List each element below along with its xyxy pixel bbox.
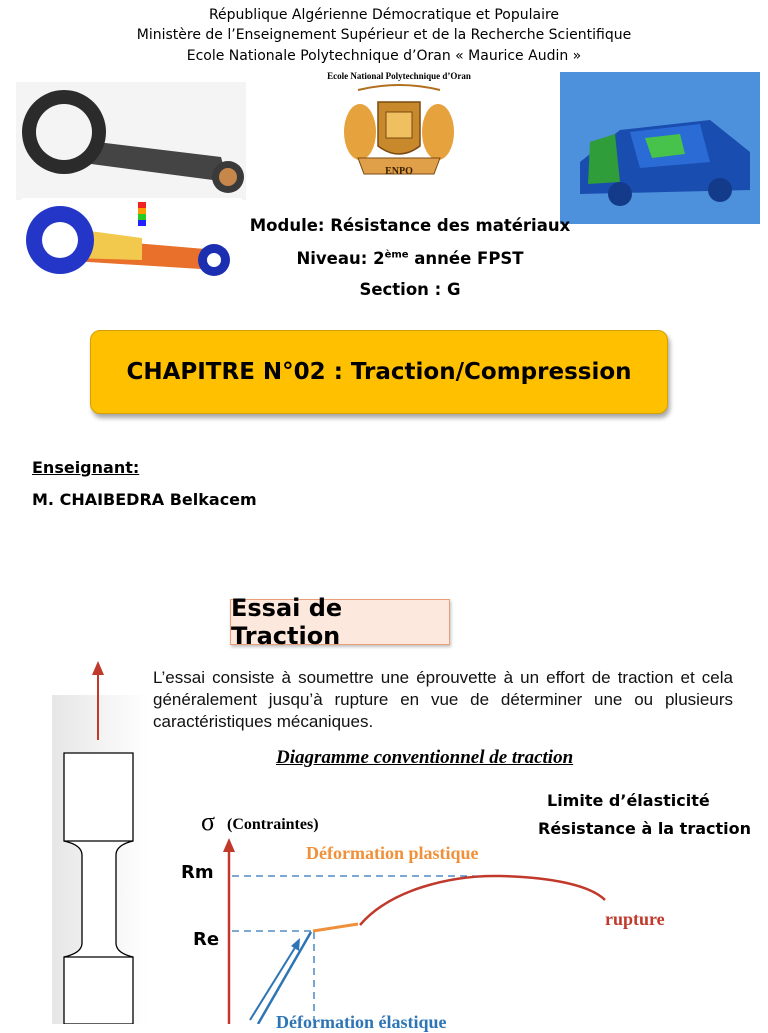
elastic-label: Déformation élastique [276, 1012, 447, 1032]
car-simulation-image [560, 72, 760, 224]
rupture-label: rupture [605, 909, 665, 929]
stress-strain-curve [360, 876, 605, 925]
plastic-segment [313, 924, 358, 931]
header-line-ministry: Ministère de l’Enseignement Supérieur et de la Recherche Scientifique [136, 27, 632, 43]
stress-axis-arrowhead [223, 838, 235, 852]
section-line: Section : G [359, 280, 461, 299]
elastic-arrowhead [291, 938, 300, 951]
force-arrowhead [92, 661, 104, 675]
logo-top-text: Ecole National Polytechnique d’Oran [327, 71, 471, 81]
legend-elastic-limit: Limite d’élasticité [547, 791, 710, 810]
essai-title-box [230, 594, 450, 650]
rm-label: Rm [181, 862, 214, 883]
diagram-title: Diagramme conventionnel de traction [276, 747, 574, 768]
module-line: Module: Résistance des matériaux [249, 216, 571, 235]
niveau-suffix: année FPST [408, 249, 524, 268]
niveau-sup: ème [384, 249, 409, 261]
specimen-drawing [0, 655, 150, 1024]
essai-paragraph: L’essai consiste à soumettre une éprouvette à un effort de traction et cela généralement jusqu’à rupture en vue de déterminer une ou plusieurs caractéristiques mécaniques. [153, 668, 733, 731]
re-label: Re [193, 929, 220, 950]
chapter-title: CHAPITRE N°02 : Traction/Compression [126, 359, 632, 385]
header-line-school: Ecole Nationale Polytechnique d’Oran « Maurice Audin » [186, 48, 582, 64]
chapter-title-box [90, 330, 668, 414]
header-line-republic: République Algérienne Démocratique et Populaire [208, 7, 560, 23]
teacher-name: M. CHAIBEDRA Belkacem [32, 490, 257, 509]
plastic-label: Déformation plastique [306, 843, 479, 863]
elastic-arrow-line [250, 946, 296, 1020]
connecting-rod-image [16, 82, 246, 200]
stress-analysis-image [22, 198, 242, 278]
essai-title: Essai de Traction [231, 594, 343, 650]
y-axis-label: (Contraintes) [227, 816, 319, 833]
sigma-symbol: σ [201, 807, 216, 836]
legend-tensile-strength: Résistance à la traction [538, 819, 751, 838]
elastic-line [258, 932, 311, 1024]
logo-bottom-text: ENPO [385, 166, 413, 177]
teacher-label: Enseignant: [32, 458, 140, 477]
niveau-line [240, 249, 580, 268]
niveau-prefix: Niveau: 2 [296, 249, 385, 268]
